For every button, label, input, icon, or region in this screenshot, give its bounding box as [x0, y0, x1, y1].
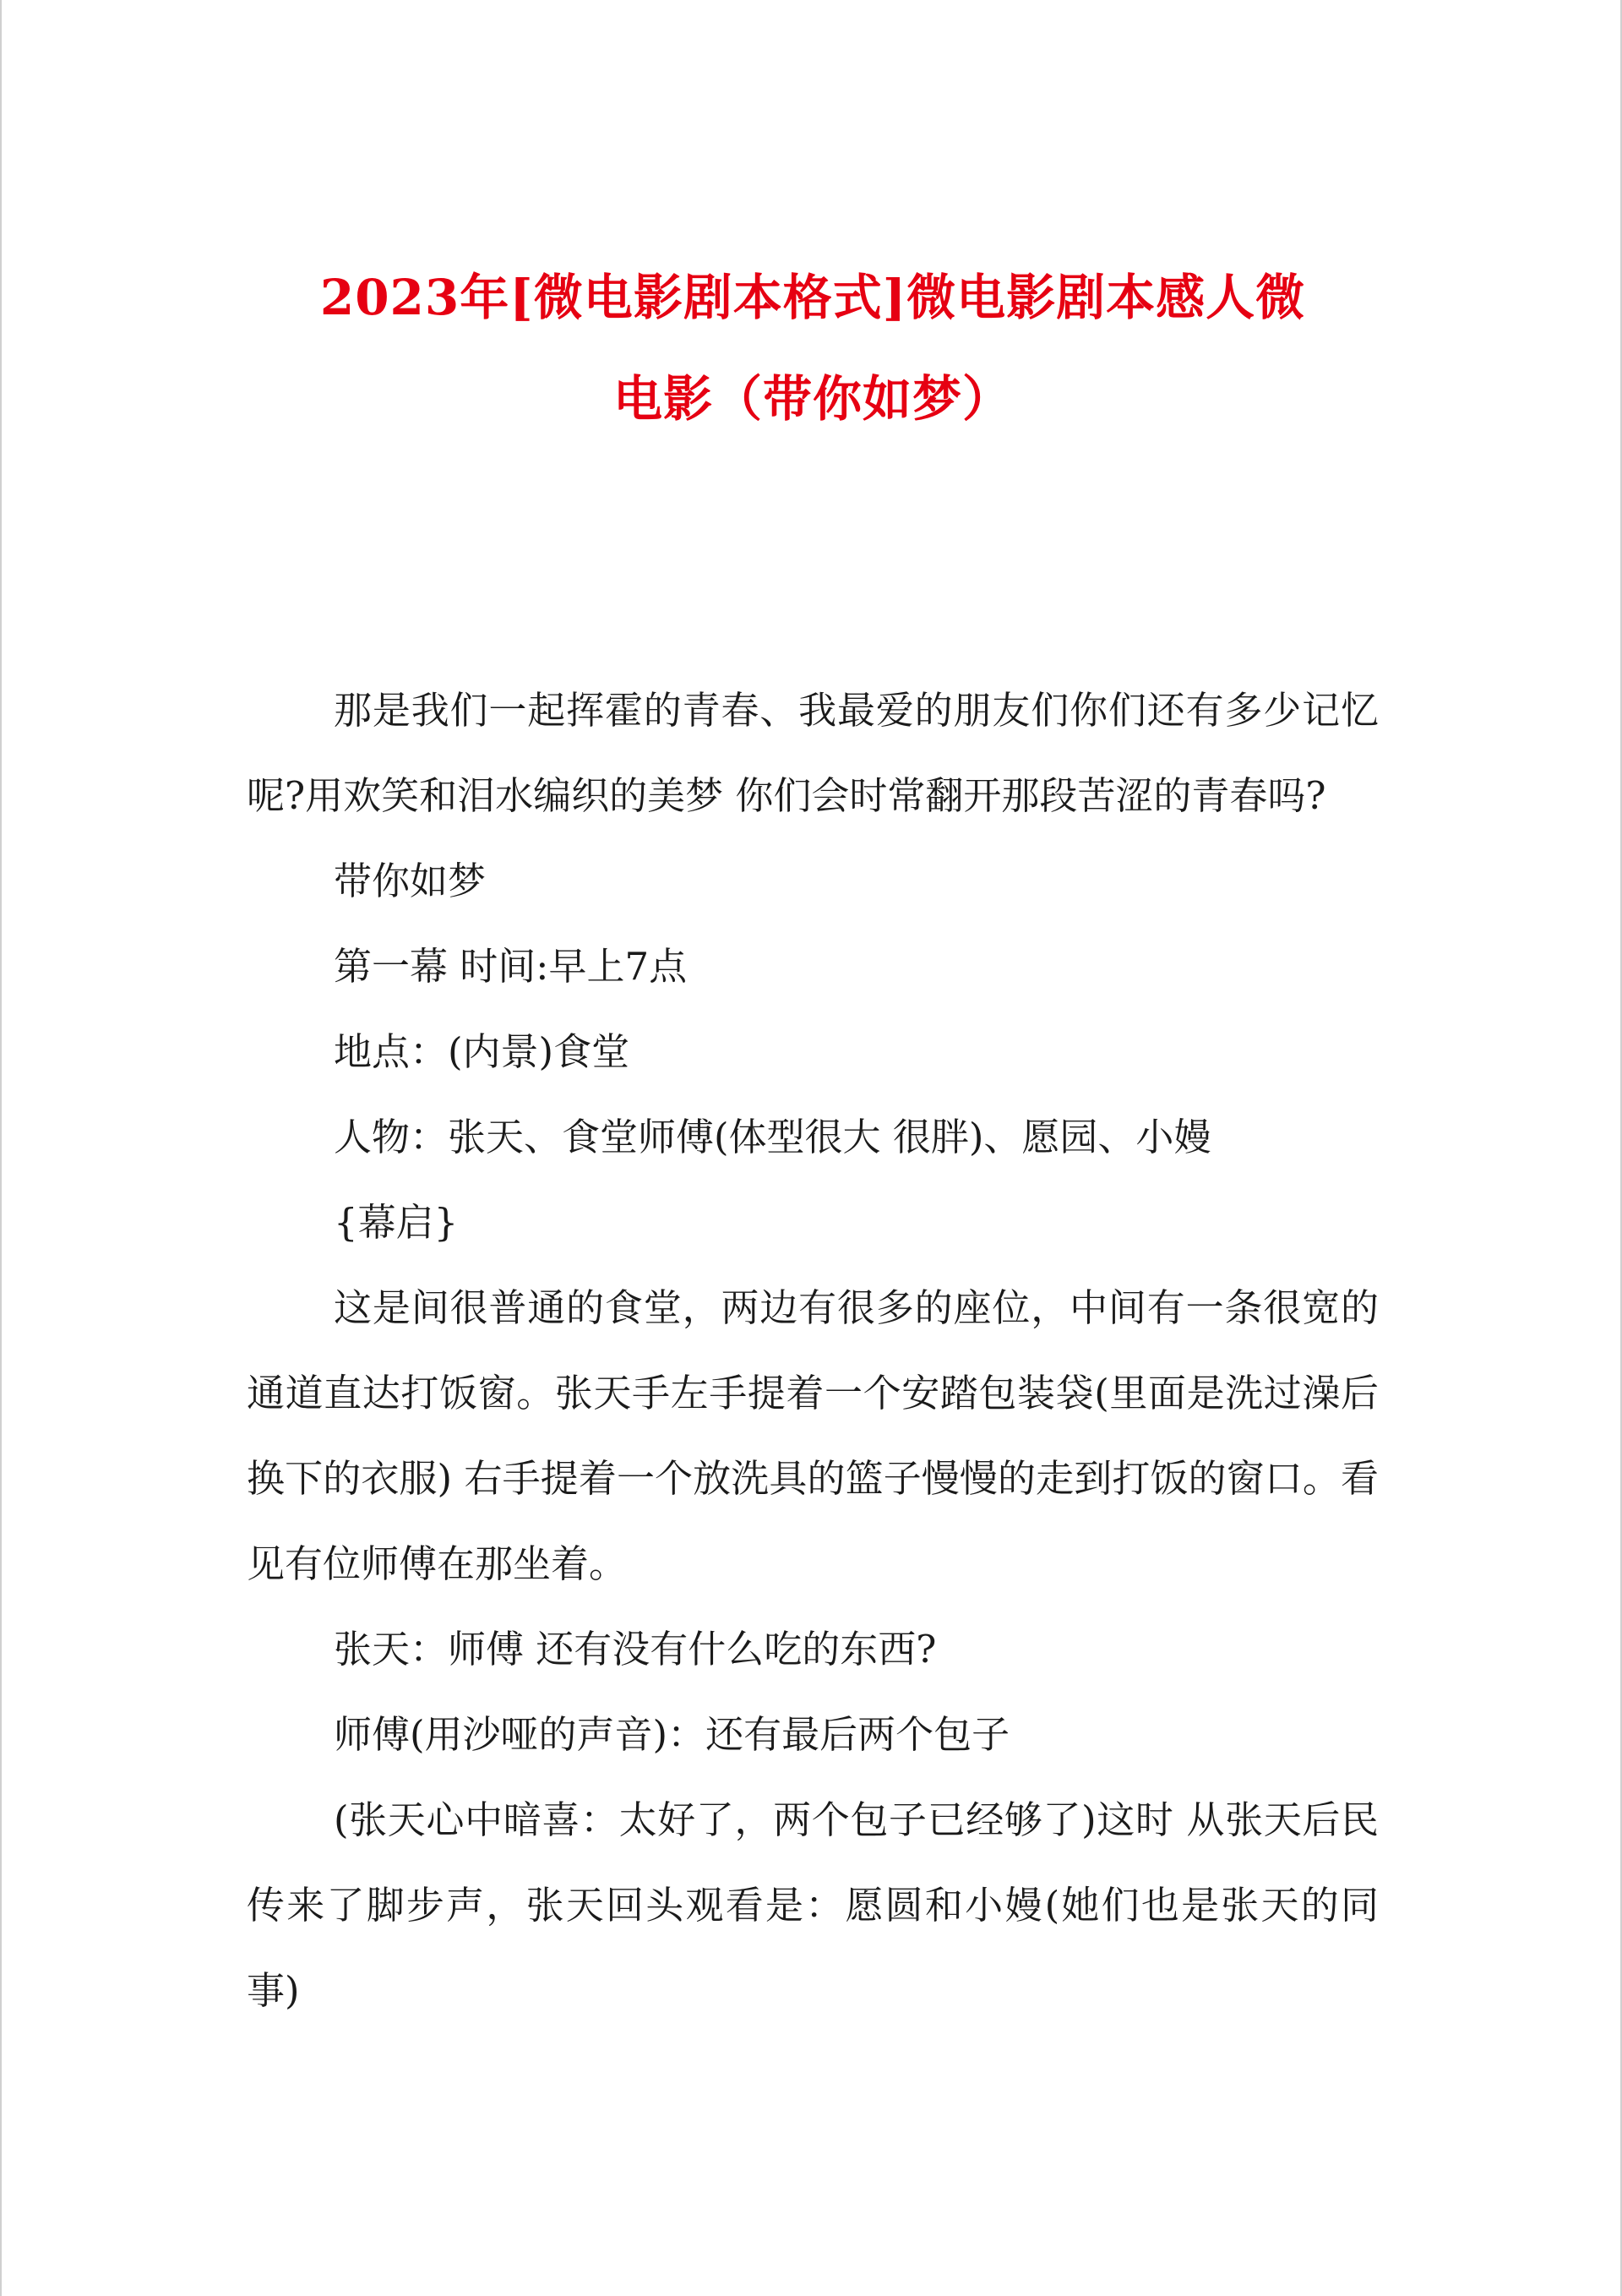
paragraph-scene-description: 这是间很普通的食堂，两边有很多的座位，中间有一条很宽的通道直达打饭窗。张天手左手提着一个安踏包装袋(里面是洗过澡后换下的衣服) 右手提着一个放洗具的篮子慢慢的走到打饭的窗口。看见有位师傅在那坐着。	[247, 1285, 1379, 1586]
paragraph-location: 地点：(内景)食堂	[334, 1029, 630, 1074]
paragraph-curtain-open: {幕启}	[334, 1200, 459, 1245]
paragraph-intro: 那是我们一起挥霍的青春、我最爱的朋友们你们还有多少记忆呢?用欢笑和泪水编织的美梦 你们会时常翻开那段苦涩的青春吗?	[247, 688, 1379, 818]
document-title-line-2: 电影（带你如梦）	[612, 370, 1012, 428]
paragraph-dialogue-zhangtian: 张天：师傅 还有没有什么吃的东西?	[334, 1627, 937, 1672]
paragraph-act-time: 第一幕 时间:早上7点	[334, 944, 688, 989]
document-body	[247, 668, 1379, 2033]
paragraph-characters: 人物：张天、食堂师傅(体型很大 很胖)、愿园、小嫚	[334, 1115, 1212, 1159]
paragraph-narration: (张天心中暗喜：太好了，两个包子已经够了)这时 从张天后民传来了脚步声，张天回头观看是：愿圆和小嫚(她们也是张天的同事)	[247, 1797, 1379, 2013]
paragraph-play-title: 带你如梦	[334, 859, 487, 903]
paragraph-dialogue-chef: 师傅(用沙哑的声音)：还有最后两个包子	[334, 1712, 1010, 1757]
document-title-line-1: 2023年[微电影剧本格式]微电影剧本感人微	[319, 269, 1306, 326]
